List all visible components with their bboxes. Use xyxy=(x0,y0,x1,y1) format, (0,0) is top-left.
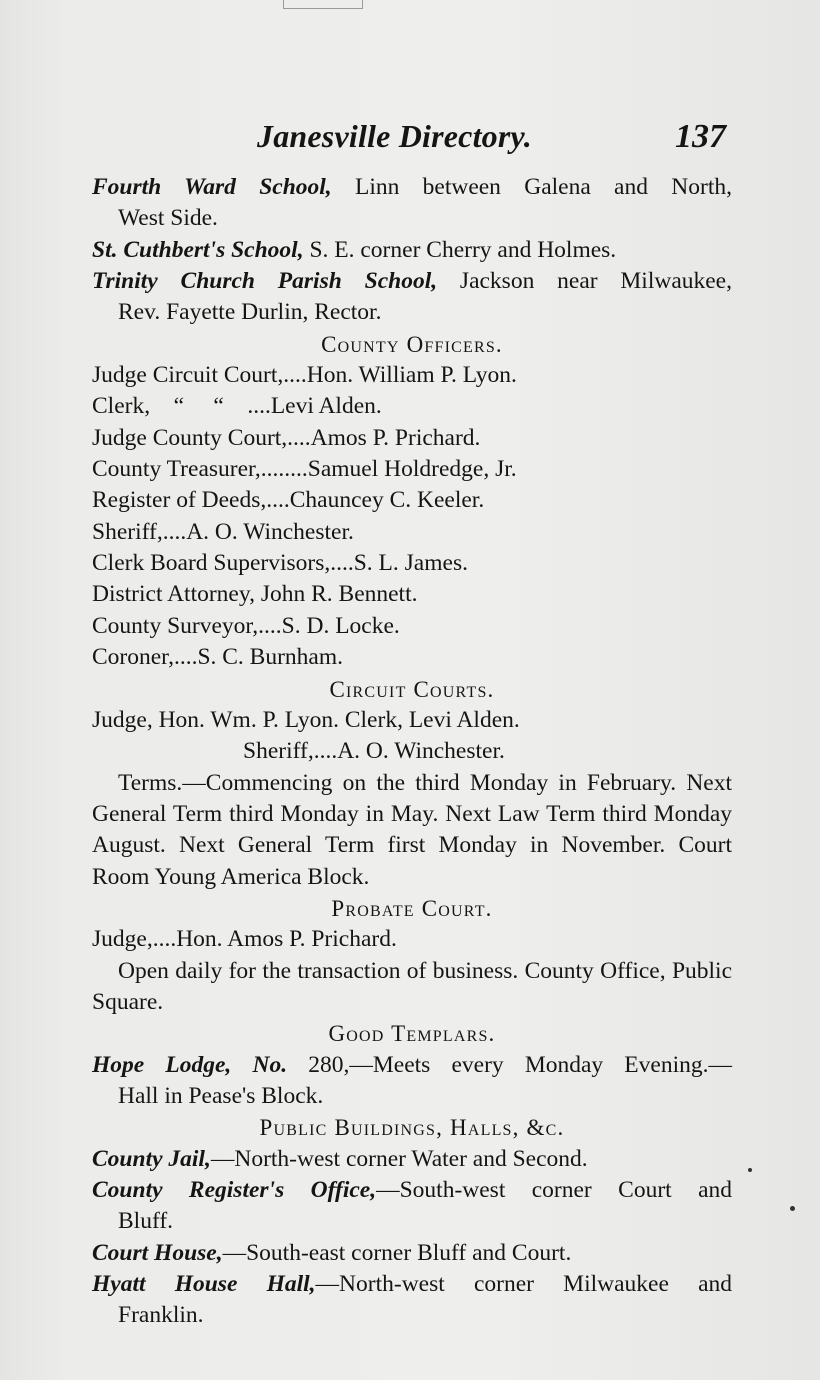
section-heading-probate-court: Probate Court. xyxy=(331,895,493,921)
building-name: County Jail, xyxy=(92,1145,211,1172)
school-entry: St. Cuthbert's School, S. E. corner Cherry and Holmes. xyxy=(92,236,617,263)
officer-line: District Attorney, John R. Bennett. xyxy=(92,581,418,608)
building-entry: County Register's Office,—South-west corner Court and xyxy=(92,1177,732,1203)
officer-line: Judge Circuit Court,....Hon. William P. Lyon. xyxy=(92,362,517,389)
school-entry-continued: West Side. xyxy=(118,205,218,232)
officer-line: Judge County Court,....Amos P. Prichard. xyxy=(92,424,481,451)
lodge-entry-continued: Hall in Pease's Block. xyxy=(118,1082,324,1109)
school-name: Fourth Ward School, xyxy=(92,174,332,200)
print-speck xyxy=(748,1168,752,1172)
school-name: Trinity Church Parish School, xyxy=(92,268,438,295)
officer-line: Clerk Board Supervisors,....S. L. James. xyxy=(92,550,468,577)
lodge-number-label: No. xyxy=(252,1051,288,1078)
page-body xyxy=(92,172,732,1332)
section-heading-good-templars: Good Templars. xyxy=(328,1021,496,1047)
officer-line: Coroner,....S. C. Burnham. xyxy=(92,644,344,671)
running-title: Janesville Directory. xyxy=(257,118,532,154)
building-entry: County Jail,—North-west corner Water and Second. xyxy=(92,1145,588,1172)
officer-line: County Surveyor,....S. D. Locke. xyxy=(92,612,400,639)
building-entry-continued: Franklin. xyxy=(118,1302,204,1329)
school-entry-continued: Rev. Fayette Durlin, Rector. xyxy=(118,299,382,326)
probate-note: Open daily for the transaction of business. County Office, Public Square. xyxy=(92,957,732,1015)
circuit-judge-line: Judge, Hon. Wm. P. Lyon. Clerk, Levi Alden. xyxy=(92,706,520,733)
section-heading-public-buildings: Public Buildings, Halls, &c. xyxy=(259,1115,565,1141)
building-name: Court House, xyxy=(92,1239,223,1266)
school-name: St. Cuthbert's School, xyxy=(92,236,304,263)
school-entry: Trinity Church Parish School, Jackson near Milwaukee, xyxy=(92,268,732,295)
lodge-entry: Hope Lodge, No. 280,—Meets every Monday Evening.— xyxy=(92,1051,733,1078)
page-edge-mark xyxy=(283,0,363,9)
circuit-sheriff-line: Sheriff,....A. O. Winchester. xyxy=(243,738,505,765)
print-speck xyxy=(790,1206,795,1211)
building-entry: Hyatt House Hall,—North-west corner Milwaukee and xyxy=(92,1271,733,1298)
building-entry: Court House,—South-east corner Bluff and Court. xyxy=(92,1239,572,1266)
page-header xyxy=(92,118,732,168)
building-name: County Register's Office, xyxy=(92,1177,377,1203)
officer-line: Register of Deeds,....Chauncey C. Keeler. xyxy=(92,487,485,514)
officer-line: Sheriff,....A. O. Winchester. xyxy=(92,518,354,545)
section-heading-county-officers: County Officers. xyxy=(321,331,503,357)
probate-judge-line: Judge,....Hon. Amos P. Prichard. xyxy=(92,926,397,953)
section-heading-circuit-courts: Circuit Courts. xyxy=(329,676,495,702)
school-entry: Fourth Ward School, Linn between Galena and North, xyxy=(92,174,732,200)
building-entry-continued: Bluff. xyxy=(118,1208,174,1235)
circuit-terms-paragraph: Terms.—Commencing on the third Monday in February. Next General Term third Monday in May. Next Law Term third Monday August. Next General Term first Monday in November. Court Room Young America Block. xyxy=(92,769,732,890)
officer-line: County Treasurer,........Samuel Holdredge, Jr. xyxy=(92,456,517,483)
officer-line: Clerk, “ “ ....Levi Alden. xyxy=(92,393,382,420)
lodge-name: Hope Lodge, xyxy=(92,1051,232,1078)
building-name: Hyatt House Hall, xyxy=(92,1271,316,1298)
page-number: 137 xyxy=(675,118,726,155)
